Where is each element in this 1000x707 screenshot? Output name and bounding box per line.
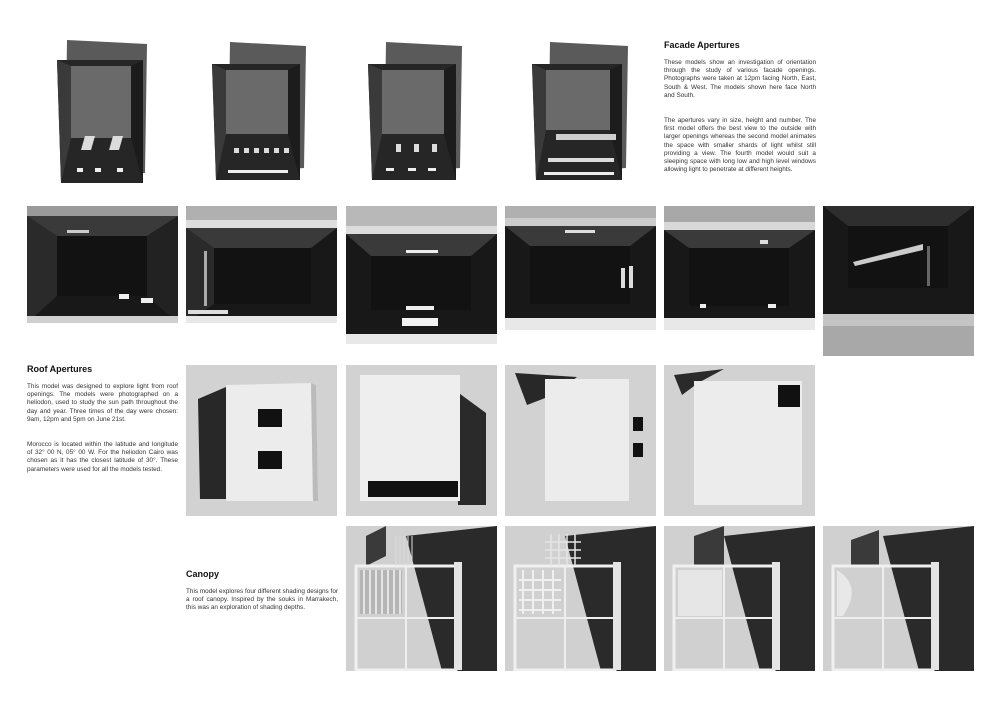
interior-photo-1 — [27, 206, 178, 323]
facade-model-photo-4 — [528, 38, 630, 186]
roof-paragraph-1: This model was designed to explore light from roof openings. The models were photographed on a heliodon, used to study the sun path throughout the day and year. Three times of the day were chosen: 9am, 12pm and 5pm on June 21st. — [27, 383, 178, 423]
roof-model-photo-3 — [505, 365, 656, 516]
canopy-heading: Canopy — [186, 569, 220, 579]
canopy-photo-2 — [505, 526, 656, 671]
facade-paragraph-2: The apertures vary in size, height and number. The first model offers the best view to the outside with larger openings whereas the second model animates the space with smaller shards of light whilst still providing a view. The fourth model would suit a sleeping space with long low and high level windows allowing light to penetrate at different heights. — [664, 117, 816, 174]
roof-model-photo-2 — [346, 365, 497, 516]
interior-photo-4 — [505, 206, 656, 330]
facade-apertures-heading: Facade Apertures — [664, 40, 740, 50]
facade-paragraph-1: These models show an investigation of orientation through the study of various facade openings. Photographs were taken at 12pm facing North, East, South & West. The models shown here face North and South. — [664, 59, 816, 99]
interior-photo-2 — [186, 206, 337, 323]
roof-model-photo-1 — [186, 365, 337, 516]
interior-photo-6 — [823, 206, 974, 356]
facade-model-photo-1 — [55, 38, 150, 186]
interior-photo-5 — [664, 206, 815, 330]
roof-paragraph-2: Morocco is located within the latitude and longitude of 32° 00 N, 05° 00 W. For the heliodon Cairo was chosen as it has the closest latitude of 30°. These parameters were used for all the models tested. — [27, 441, 178, 473]
roof-apertures-heading: Roof Apertures — [27, 364, 93, 374]
interior-photo-3 — [346, 206, 497, 344]
canopy-photo-1 — [346, 526, 497, 671]
canopy-paragraph: This model explores four different shading designs for a roof canopy. Inspired by the souks in Marrakech, this was an exploration of shading depths. — [186, 588, 338, 612]
roof-model-photo-4 — [664, 365, 815, 516]
facade-model-photo-3 — [364, 38, 464, 186]
canopy-photo-3 — [664, 526, 815, 671]
facade-model-photo-2 — [208, 38, 308, 186]
canopy-photo-4 — [823, 526, 974, 671]
